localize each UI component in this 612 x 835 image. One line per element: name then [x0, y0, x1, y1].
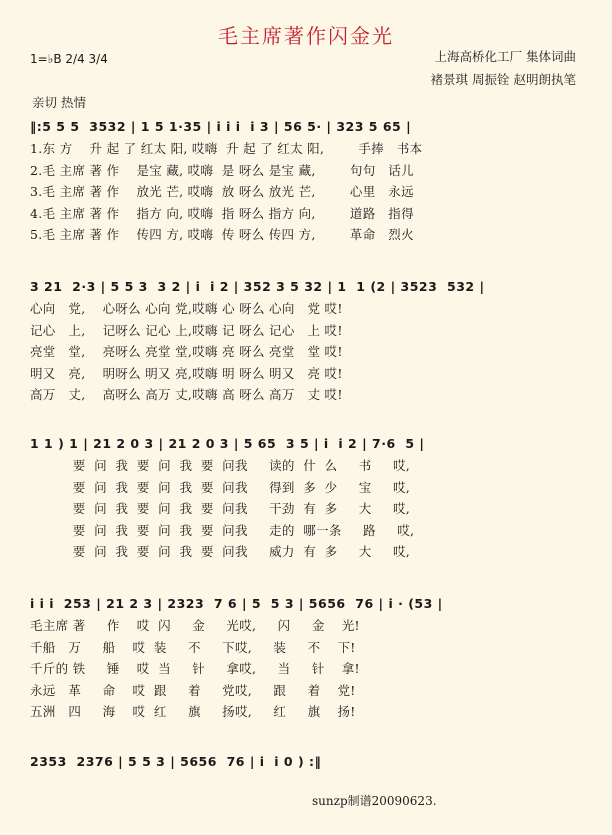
- notation-line: 1 1 ) 1 | 21 2 0 3 | 21 2 0 3 | 5 65 3 5 | i i 2 | 7·6 5 |: [30, 436, 425, 451]
- lyric-verse-1: 要 问 我 要 问 我 要 问我 读的 什 么 书 哎,: [30, 458, 411, 473]
- lyric-verse-2: 2.毛 主席 著 作 是宝 藏, 哎嗨 是 呀么 是宝 藏, 句句 话儿: [30, 162, 414, 178]
- score-system-3: [30, 434, 578, 563]
- lyric-verse-1: 1.东 方 升 起 了 红太 阳, 哎嗨 升 起 了 红太 阳, 手捧 书本: [30, 141, 423, 156]
- transcriber-signature: sunzp制谱20090623.: [312, 794, 437, 808]
- score-system-4: [30, 594, 578, 723]
- lyric-verse-3: 3.毛 主席 著 作 放光 芒, 哎嗨 放 呀么 放光 芒, 心里 永远: [30, 184, 414, 199]
- lyric-verse-4: 4.毛 主席 著 作 指方 向, 哎嗨 指 呀么 指方 向, 道路 指得: [30, 205, 414, 221]
- lyric-verse-4: 要 问 我 要 问 我 要 问我 走的 哪一条 路 哎,: [30, 522, 415, 538]
- lyric-verse-3: 亮堂 堂, 亮呀么 亮堂 堂,哎嗨 亮 呀么 亮堂 堂 哎!: [30, 344, 343, 359]
- lyric-verse-1: 心向 党, 心呀么 心向 党,哎嗨 心 呀么 心向 党 哎!: [30, 301, 343, 316]
- lyric-verse-5: 五洲 四 海 哎 红 旗 扬哎, 红 旗 扬!: [30, 704, 356, 719]
- lyric-verse-5: 高万 丈, 高呀么 高万 丈,哎嗨 高 呀么 高万 丈 哎!: [30, 387, 343, 402]
- lyric-verse-2: 记心 上, 记呀么 记心 上,哎嗨 记 呀么 记心 上 哎!: [30, 322, 343, 338]
- lyric-verse-1: 毛主席 著 作 哎 闪 金 光哎, 闪 金 光!: [30, 618, 360, 633]
- lyric-verse-3: 千斤的 铁 锤 哎 当 针 拿哎, 当 针 拿!: [30, 661, 360, 676]
- lyric-verse-3: 要 问 我 要 问 我 要 问我 干劲 有 多 大 哎,: [30, 501, 411, 516]
- lyric-verse-4: 明又 亮, 明呀么 明又 亮,哎嗨 明 呀么 明又 亮 哎!: [30, 365, 343, 381]
- lyric-verse-2: 千船 万 船 哎 装 不 下哎, 装 不 下!: [30, 639, 356, 655]
- notation-line: ‖:5 5 5 3532 | 1 5 1·35 | i i i i 3 | 56 5· | 323 5 65 |: [30, 119, 412, 134]
- score-system-1: [30, 117, 578, 246]
- lyric-verse-4: 永远 革 命 哎 跟 着 党哎, 跟 着 党!: [30, 682, 356, 698]
- notation-line: i i i 253 | 21 2 3 | 2323 7 6 | 5 5 3 | 5656 76 | i · (53 |: [30, 596, 443, 611]
- notation-line: 3 21 2·3 | 5 5 3 3 2 | i i 2 | 352 3 5 32 | 1 1 (2 | 3523 532 |: [30, 279, 485, 294]
- lyric-verse-5: 要 问 我 要 问 我 要 问我 威力 有 多 大 哎,: [30, 544, 411, 559]
- lyric-verse-5: 5.毛 主席 著 作 传四 方, 哎嗨 传 呀么 传四 方, 革命 烈火: [30, 227, 414, 242]
- key-signature: 1=♭B 2/4 3/4: [30, 52, 108, 66]
- tempo-marking: 亲切 热情: [32, 95, 86, 110]
- score-system-2: [30, 277, 578, 406]
- lyric-verse-2: 要 问 我 要 问 我 要 问我 得到 多 少 宝 哎,: [30, 479, 411, 495]
- song-title: 毛主席著作闪金光: [218, 24, 394, 48]
- ending-notation: [30, 752, 321, 773]
- notation-line: 2353 2376 | 5 5 3 | 5656 76 | i i 0 ) :‖: [30, 754, 322, 769]
- credit-composer: 上海高桥化工厂 集体词曲: [434, 49, 576, 64]
- credit-writers: 褚景琪 周振铨 赵明朗执笔: [430, 72, 576, 87]
